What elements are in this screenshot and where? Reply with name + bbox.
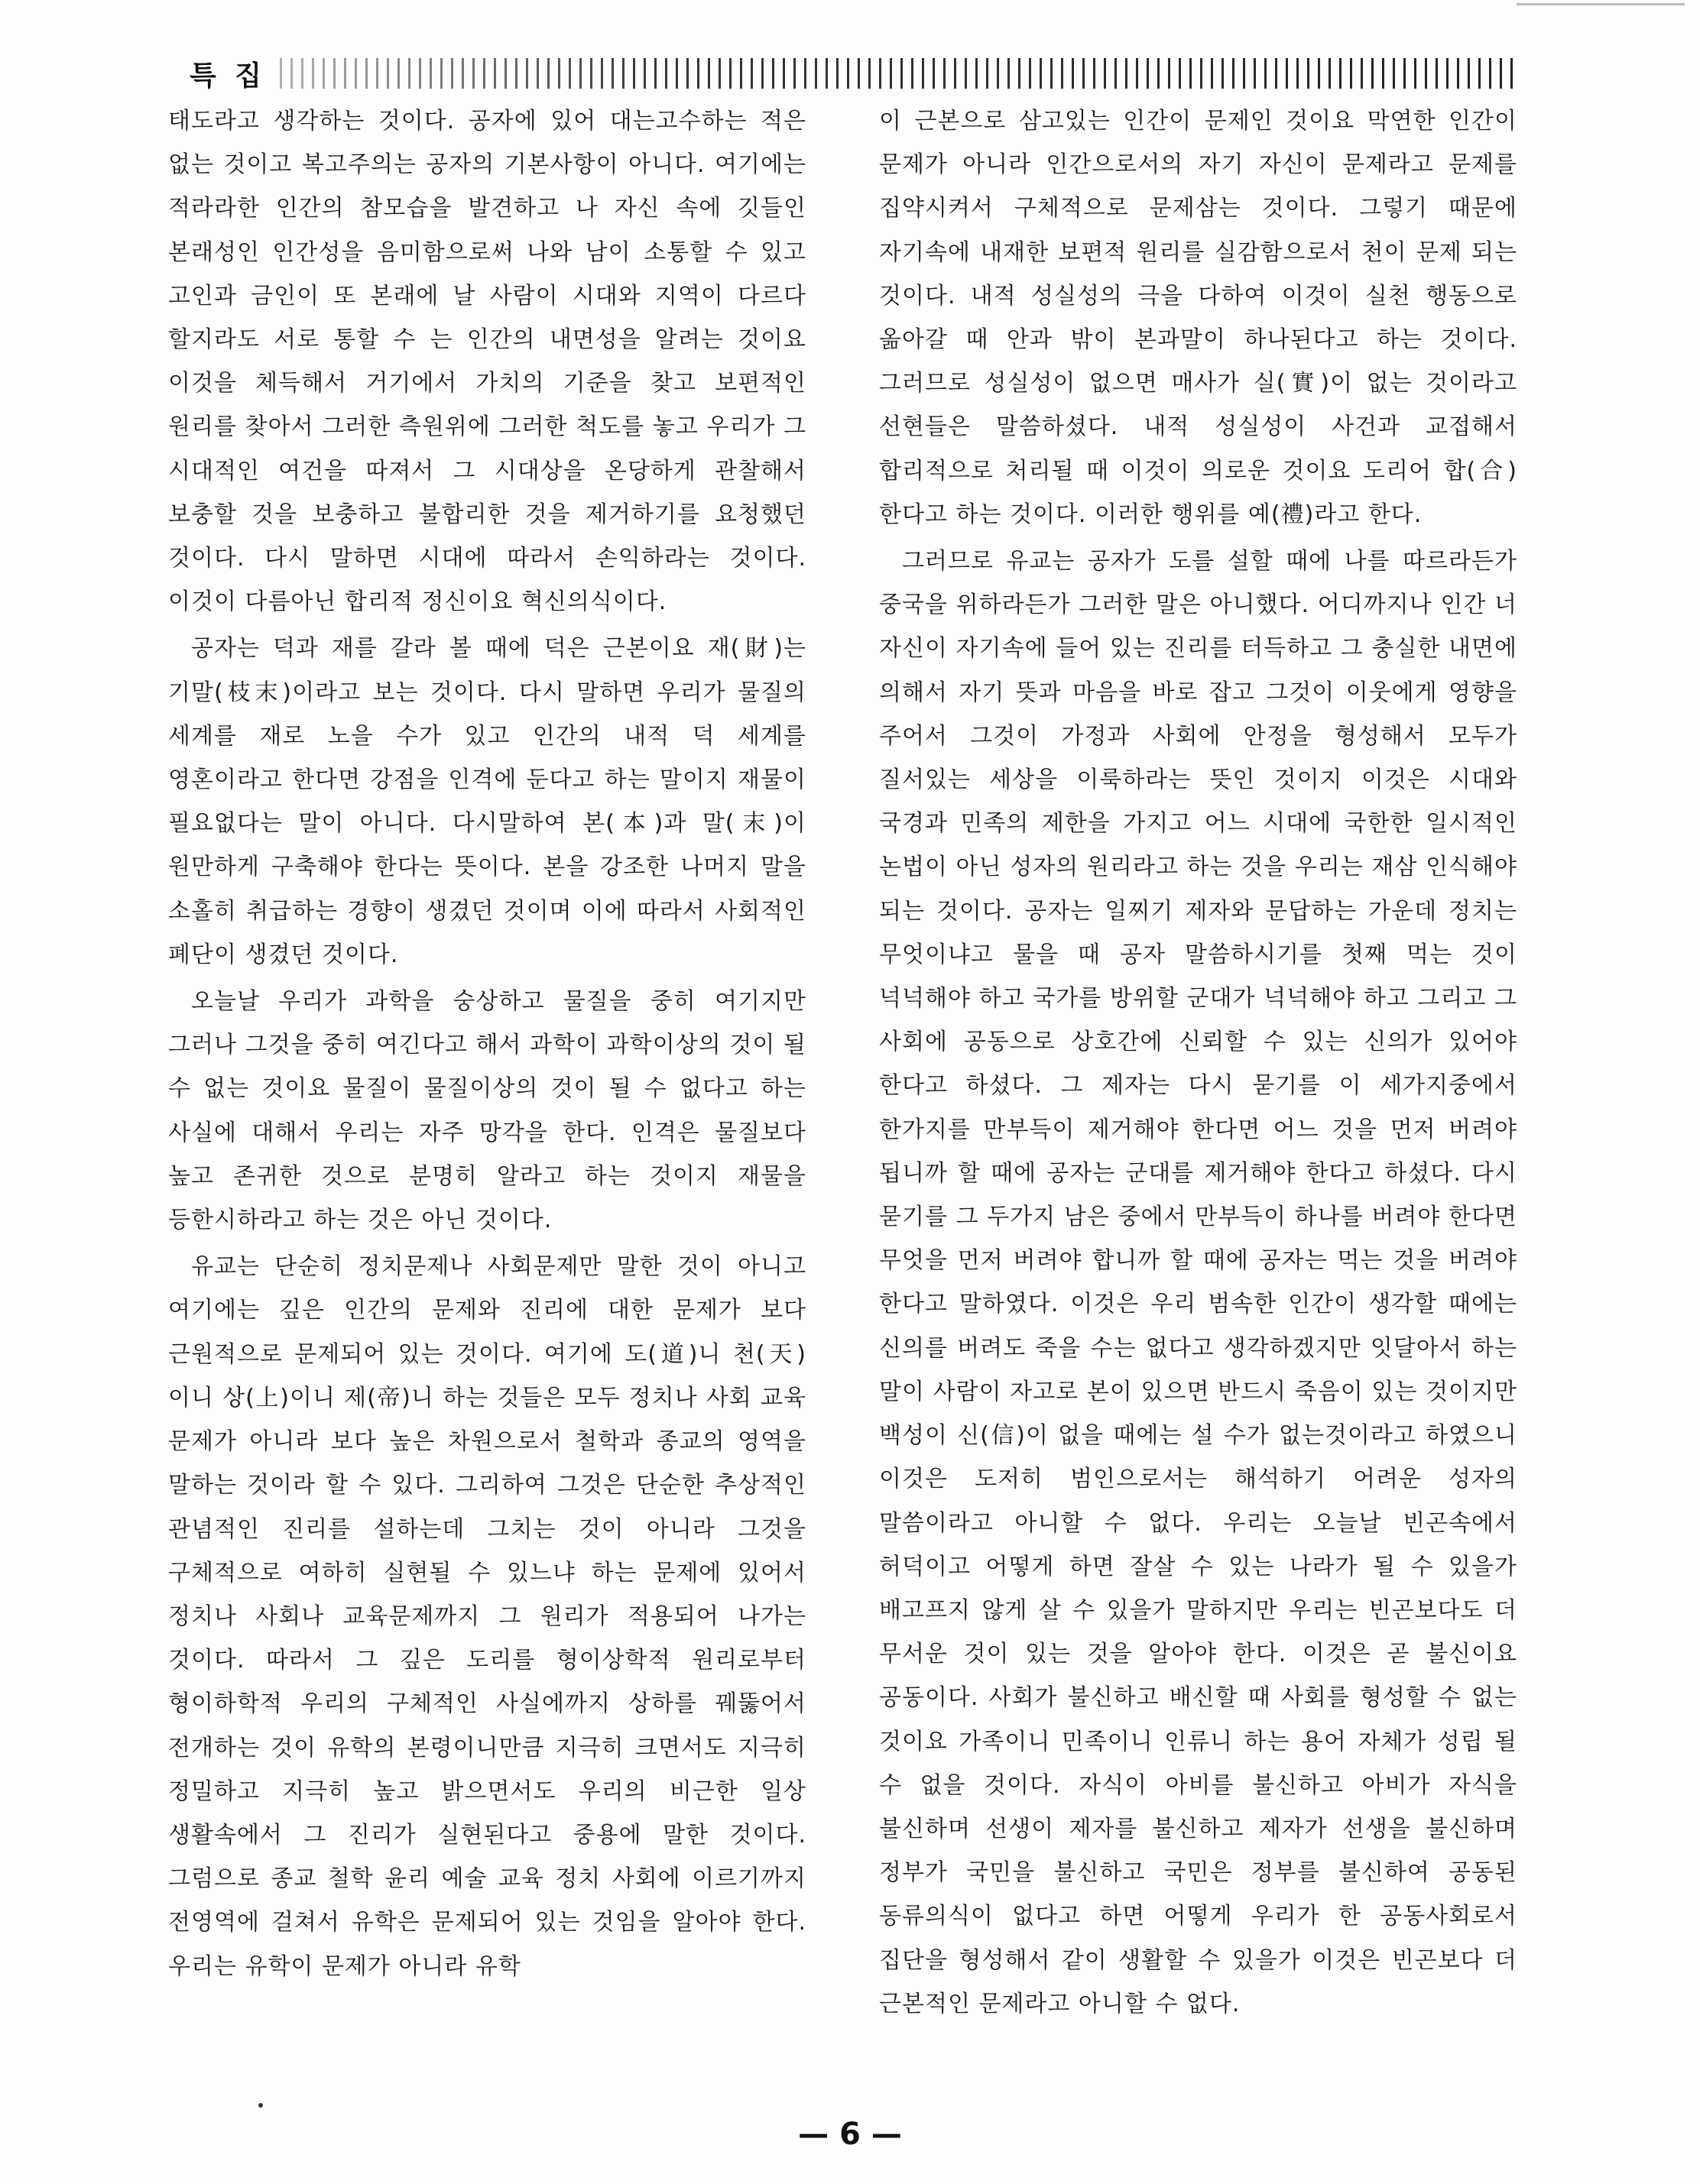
paragraph: 태도라고 생각하는 것이다. 공자에 있어 대는고수하는 적은 없는 것이고 복고주의는 공자의 기본사항이 아니다. 여기에는 적라라한 인간의 참모습을 발견하고 나 자신 속에 깃들인 본래성인 인간성을 음미함으로써 나와 남이 소통할 수 있고 고인과 금인이 또 본래에 날 사람이 시대와 지역이 다르다 할지라도 서로 통할 수 는 인간의 내면성을 알려는 것이요 이것을 체득해서 거기에서 가치의 기준을 찾고 보편적인 원리를 찾아서 그러한 측원위에 그러한 척도를 놓고 우리가 그 시대적인 여건을 따져서 그 시대상을 온당하게 관찰해서 보충할 것을 보충하고 불합리한 것을 제거하기를 요청했던 것이다. 다시 말하면 시대에 따라서 손익하라는 것이다. 이것이 다름아닌 합리적 정신이요 혁신의식이다. [168, 108, 806, 616]
left-column [168, 99, 806, 2079]
page-header [190, 53, 1520, 93]
page-number: — 6 — [798, 2117, 902, 2152]
right-column [879, 99, 1517, 2079]
paragraph: 오늘날 우리가 과학을 숭상하고 물질을 중히 여기지만 그러나 그것을 중히 여긴다고 해서 과학이 과학이상의 것이 될 수 없는 것이요 물질이 물질이상의 것이 될 수 없다고 하는 사실에 대해서 우리는 자주 망각을 한다. 인격은 물질보다 높고 존귀한 것으로 분명히 알라고 하는 것이지 재물을 등한시하라고 하는 것은 아닌 것이다. [168, 988, 806, 1234]
section-tag: 특 집 [190, 60, 267, 92]
paragraph: 이 근본으로 삼고있는 인간이 문제인 것이요 막연한 인간이 문제가 아니라 인간으로서의 자기 자신이 문제라고 문제를 집약시켜서 구체적으로 문제삼는 것이다. 그렇기 때문에 자기속에 내재한 보편적 원리를 실감함으로서 천이 문제 되는 것이다. 내적 성실성의 극을 다하여 이것이 실천 행동으로 옮아갈 때 안과 밖이 본과말이 하나된다고 하는 것이다. 그러므로 성실성이 없으면 매사가 실(實)이 없는 것이라고 선현들은 말씀하셨다. 내적 성실성이 사건과 교접해서 합리적으로 처리될 때 이것이 의로운 것이요 도리어 합(合)한다고 하는 것이다. 이러한 행위를 예(禮)라고 한다. [879, 108, 1517, 528]
paragraph: 공자는 덕과 재를 갈라 볼 때에 덕은 근본이요 재(財)는 기말(枝末)이라고 보는 것이다. 다시 말하면 우리가 물질의 세계를 재로 노을 수가 있고 인간의 내적 덕 세계를 영혼이라고 한다면 강점을 인격에 둔다고 하는 말이지 재물이 필요없다는 말이 아니다. 다시말하여 본(本)과 말(末)이 원만하게 구축해야 한다는 뜻이다. 본을 강조한 나머지 말을 소홀히 취급하는 경향이 생겼던 것이며 이에 따라서 사회적인 폐단이 생겼던 것이다. [168, 635, 806, 968]
header-tick-rule [280, 58, 1520, 89]
paragraph: 유교는 단순히 정치문제나 사회문제만 말한 것이 아니고 여기에는 깊은 인간의 문제와 진리에 대한 문제가 보다 근원적으로 문제되어 있는 것이다. 여기에 도(道)니 천(天)이니 상(上)이니 제(帝)니 하는 것들은 모두 정치나 사회 교육 문제가 아니라 보다 높은 차원으로서 철학과 종교의 영역을 말하는 것이라 할 수 있다. 그리하여 그것은 단순한 추상적인 관념적인 진리를 설하는데 그치는 것이 아니라 그것을 구체적으로 여하히 실현될 수 있느냐 하는 문제에 있어서 정치나 사회나 교육문제까지 그 원리가 적용되어 나가는 것이다. 따라서 그 깊은 도리를 형이상학적 원리로부터 형이하학적 우리의 구체적인 사실에까지 상하를 꿰뚫어서 전개하는 것이 유학의 본령이니만큼 지극히 크면서도 지극히 정밀하고 지극히 높고 밝으면서도 우리의 비근한 일상 생활속에서 그 진리가 실현된다고 중용에 말한 것이다. 그럼으로 종교 철학 윤리 예술 교육 정치 사회에 이르기까지 전영역에 걸쳐서 유학은 문제되어 있는 것임을 알아야 한다. 우리는 유학이 문제가 아니라 유학 [168, 1253, 806, 1980]
paragraph: 그러므로 유교는 공자가 도를 설할 때에 나를 따르라든가 중국을 위하라든가 그러한 말은 아니했다. 어디까지나 인간 너 자신이 자기속에 들어 있는 진리를 터득하고 그 충실한 내면에 의해서 자기 뜻과 마음을 바로 잡고 그것이 이웃에게 영향을 주어서 그것이 가정과 사회에 안정을 형성해서 모두가 질서있는 세상을 이룩하라는 뜻인 것이지 이것은 시대와 국경과 민족의 제한을 가지고 어느 시대에 국한한 일시적인 논법이 아닌 성자의 원리라고 하는 것을 우리는 재삼 인식해야 되는 것이다. 공자는 일찌기 제자와 문답하는 가운데 정치는 무엇이냐고 물을 때 공자 말씀하시기를 첫째 먹는 것이 넉넉해야 하고 국가를 방위할 군대가 넉넉해야 하고 그리고 그 사회에 공동으로 상호간에 신뢰할 수 있는 신의가 있어야 한다고 하셨다. 그 제자는 다시 묻기를 이 세가지중에서 한가지를 만부득이 제거해야 한다면 어느 것을 먼저 버려야 됩니까 할 때에 공자는 군대를 제거해야 한다고 하셨다. 다시 묻기를 그 두가지 남은 중에서 만부득이 하나를 버려야 한다면 무엇을 먼저 버려야 합니까 할 때에 공자는 먹는 것을 버려야 한다고 말하였다. 이것은 우리 범속한 인간이 생각할 때에는 신의를 버려도 죽을 수는 없다고 생각하겠지만 잇달아서 하는 말이 사람이 자고로 본이 있으면 반드시 죽음이 있는 것이지만 백성이 신(信)이 없을 때에는 설 수가 없는것이라고 하였으니 이것은 도저히 범인으로서는 해석하기 어려운 성자의 말씀이라고 아니할 수 없다. 우리는 오늘날 빈곤속에서 허덕이고 어떻게 하면 잘살 수 있는 나라가 될 수 있을가 배고프지 않게 살 수 있을가 말하지만 우리는 빈곤보다도 더 무서운 것이 있는 것을 알아야 한다. 이것은 곧 불신이요 공동이다. 사회가 불신하고 배신할 때 사회를 형성할 수 없는 것이요 가족이니 민족이니 인류니 하는 용어 자체가 성립 될 수 없을 것이다. 자식이 아비를 불신하고 아비가 자식을 불신하며 선생이 제자를 불신하고 제자가 선생을 불신하며 정부가 국민을 불신하고 국민은 정부를 불신하여 공동된 동류의식이 없다고 하면 어떻게 우리가 한 공동사회로서 집단을 형성해서 같이 생활할 수 있을가 이것은 빈곤보다 더 근본적인 문제라고 아니할 수 없다. [879, 548, 1517, 2017]
ink-speck [258, 2103, 263, 2108]
scan-edge-mark [1517, 3, 1685, 5]
